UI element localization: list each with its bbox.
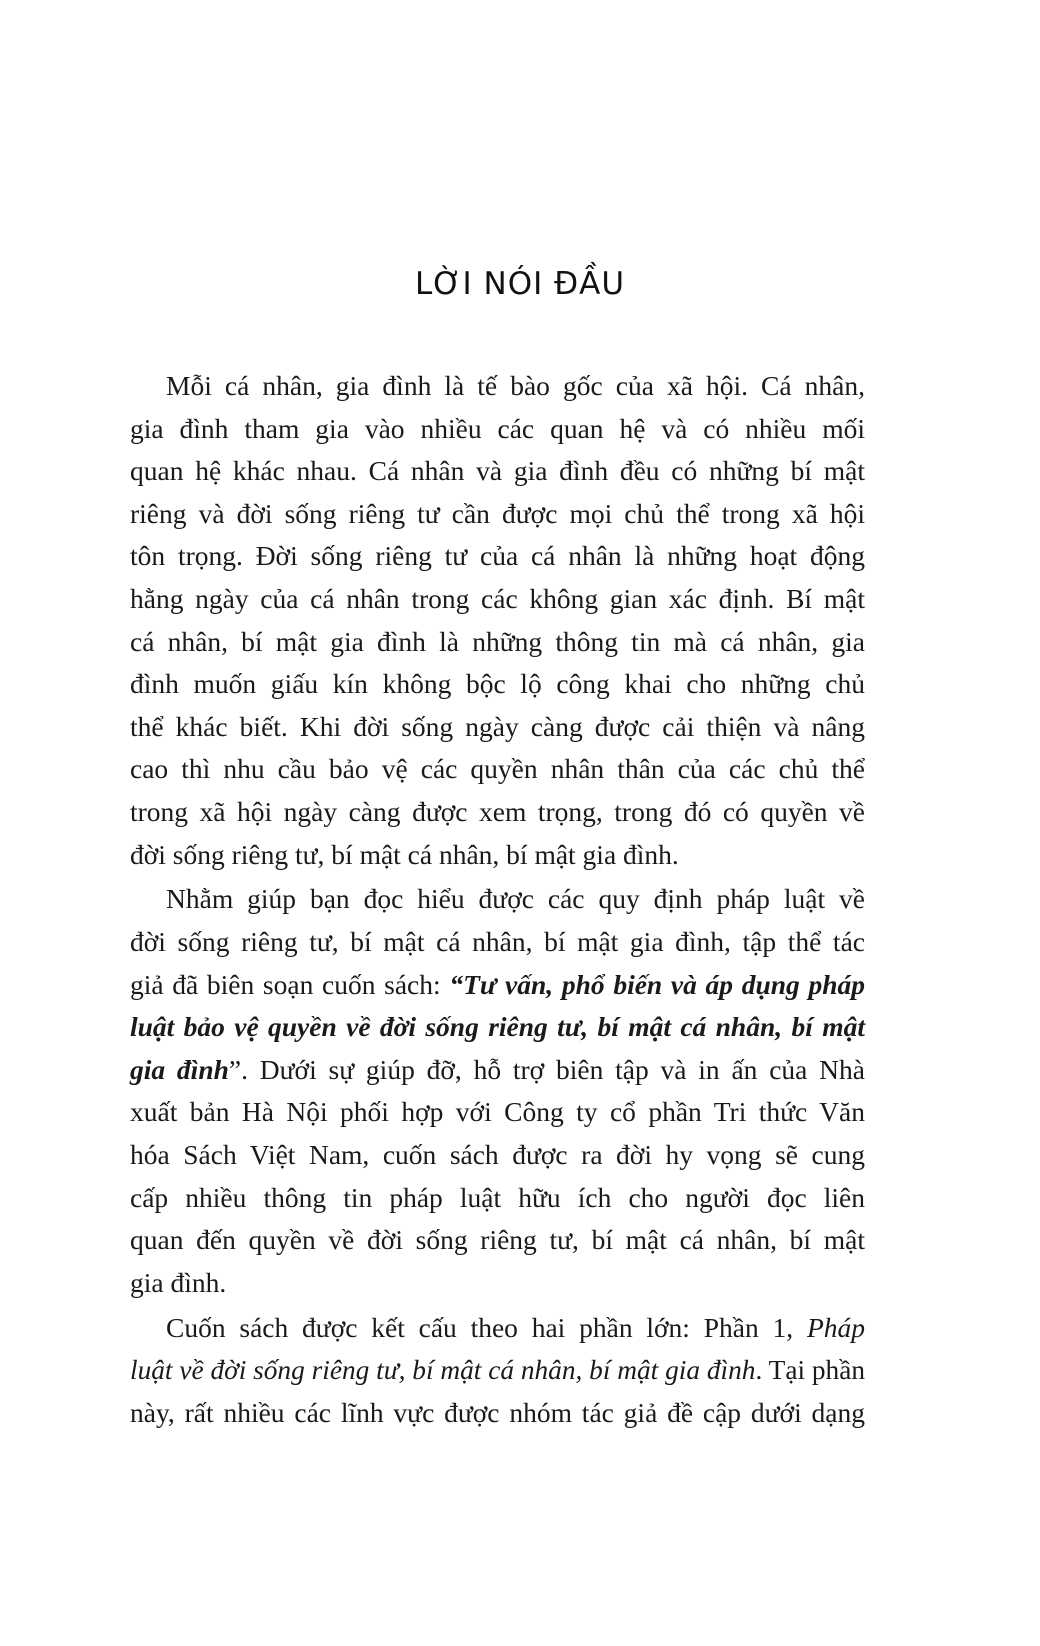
text-run: gia đình. [130,1266,227,1298]
part-title-emphasis: luật về đời sống riêng tư, bí mật cá nhân, bí mật gia đình [130,1355,756,1386]
text-line [130,365,865,408]
text-run: riêng và đời sống riêng tư cần được mọi chủ thể trong xã hội [130,497,865,529]
text-line [130,1134,865,1177]
text-line [130,1006,865,1049]
text-line [130,1307,865,1350]
text-run: Cuốn sách được kết cấu theo hai phần lớn: Phần 1, [166,1311,807,1343]
text-run: cá nhân, bí mật gia đình là những thông tin mà cá nhân, gia [130,625,865,657]
page-title: LỜI NÓI ĐẦU [414,266,626,302]
text-run: quan hệ khác nhau. Cá nhân và gia đình đều có những bí mật [130,455,865,487]
text-line [130,1349,865,1392]
book-title-emphasis: “Tư vấn, phổ biến và áp dụng pháp [449,968,866,1000]
text-run: này, rất nhiều các lĩnh vực được nhóm tác giả đề cập dưới dạng [130,1396,865,1428]
text-line [130,621,865,664]
text-run: đời sống riêng tư, bí mật cá nhân, bí mật gia đình. [130,838,679,870]
text-line [130,1262,865,1305]
text-run: thể khác biết. Khi đời sống ngày càng được cải thiện và nâng [130,710,865,742]
text-run: gia đình tham gia vào nhiều các quan hệ và có nhiều mối [130,412,865,444]
text-run: Mỗi cá nhân, gia đình là tế bào gốc của xã hội. Cá nhân, [166,370,865,401]
text-line [130,791,865,834]
text-line [130,921,865,964]
book-title-emphasis: gia đình [130,1053,229,1085]
text-line [130,535,865,578]
book-title-emphasis: luật bảo vệ quyền về đời sống riêng tư, bí mật cá nhân, bí mật [130,1011,865,1043]
part-title-emphasis: Pháp [806,1311,865,1343]
text-run: quan đến quyền về đời sống riêng tư, bí mật cá nhân, bí mật [130,1224,865,1256]
text-run: . Tại phần [755,1355,866,1386]
paragraph-1 [130,365,865,876]
text-line [130,834,865,877]
paragraph-2 [130,878,865,1304]
text-line [130,964,865,1007]
text-run: hóa Sách Việt Nam, cuốn sách được ra đời hy vọng sẽ cung [130,1138,865,1170]
text-run: cao thì nhu cầu bảo vệ các quyền nhân thân của các chủ thể [130,753,865,785]
text-line [130,1392,865,1435]
text-line [130,1091,865,1134]
body-text [130,365,865,1434]
text-run: hằng ngày của cá nhân trong các không gian xác định. Bí mật [130,582,865,614]
text-line [130,1219,865,1262]
text-line [130,450,865,493]
text-line [130,578,865,621]
text-run: cấp nhiều thông tin pháp luật hữu ích cho người đọc liên [130,1181,865,1213]
text-run: tôn trọng. Đời sống riêng tư của cá nhân là những hoạt động [130,540,865,572]
text-run: đình muốn giấu kín không bộc lộ công khai cho những chủ [130,668,865,700]
text-run: đời sống riêng tư, bí mật cá nhân, bí mật gia đình, tập thể tác [130,926,865,958]
paragraph-3 [130,1307,865,1435]
text-line [130,663,865,706]
text-run: xuất bản Hà Nội phối hợp với Công ty cổ phần Tri thức Văn [130,1096,865,1128]
text-run: Nhằm giúp bạn đọc hiểu được các quy định pháp luật về [166,883,865,915]
text-line [130,1049,865,1092]
text-line [130,408,865,451]
text-run: ”. Dưới sự giúp đỡ, hỗ trợ biên tập và in ấn của Nhà [228,1053,865,1085]
text-line [130,748,865,791]
text-line [130,878,865,921]
text-line [130,706,865,749]
text-run: giả đã biên soạn cuốn sách: [130,968,450,1000]
text-line [130,493,865,536]
text-line [130,1177,865,1220]
text-run: trong xã hội ngày càng được xem trọng, trong đó có quyền về [130,795,865,827]
